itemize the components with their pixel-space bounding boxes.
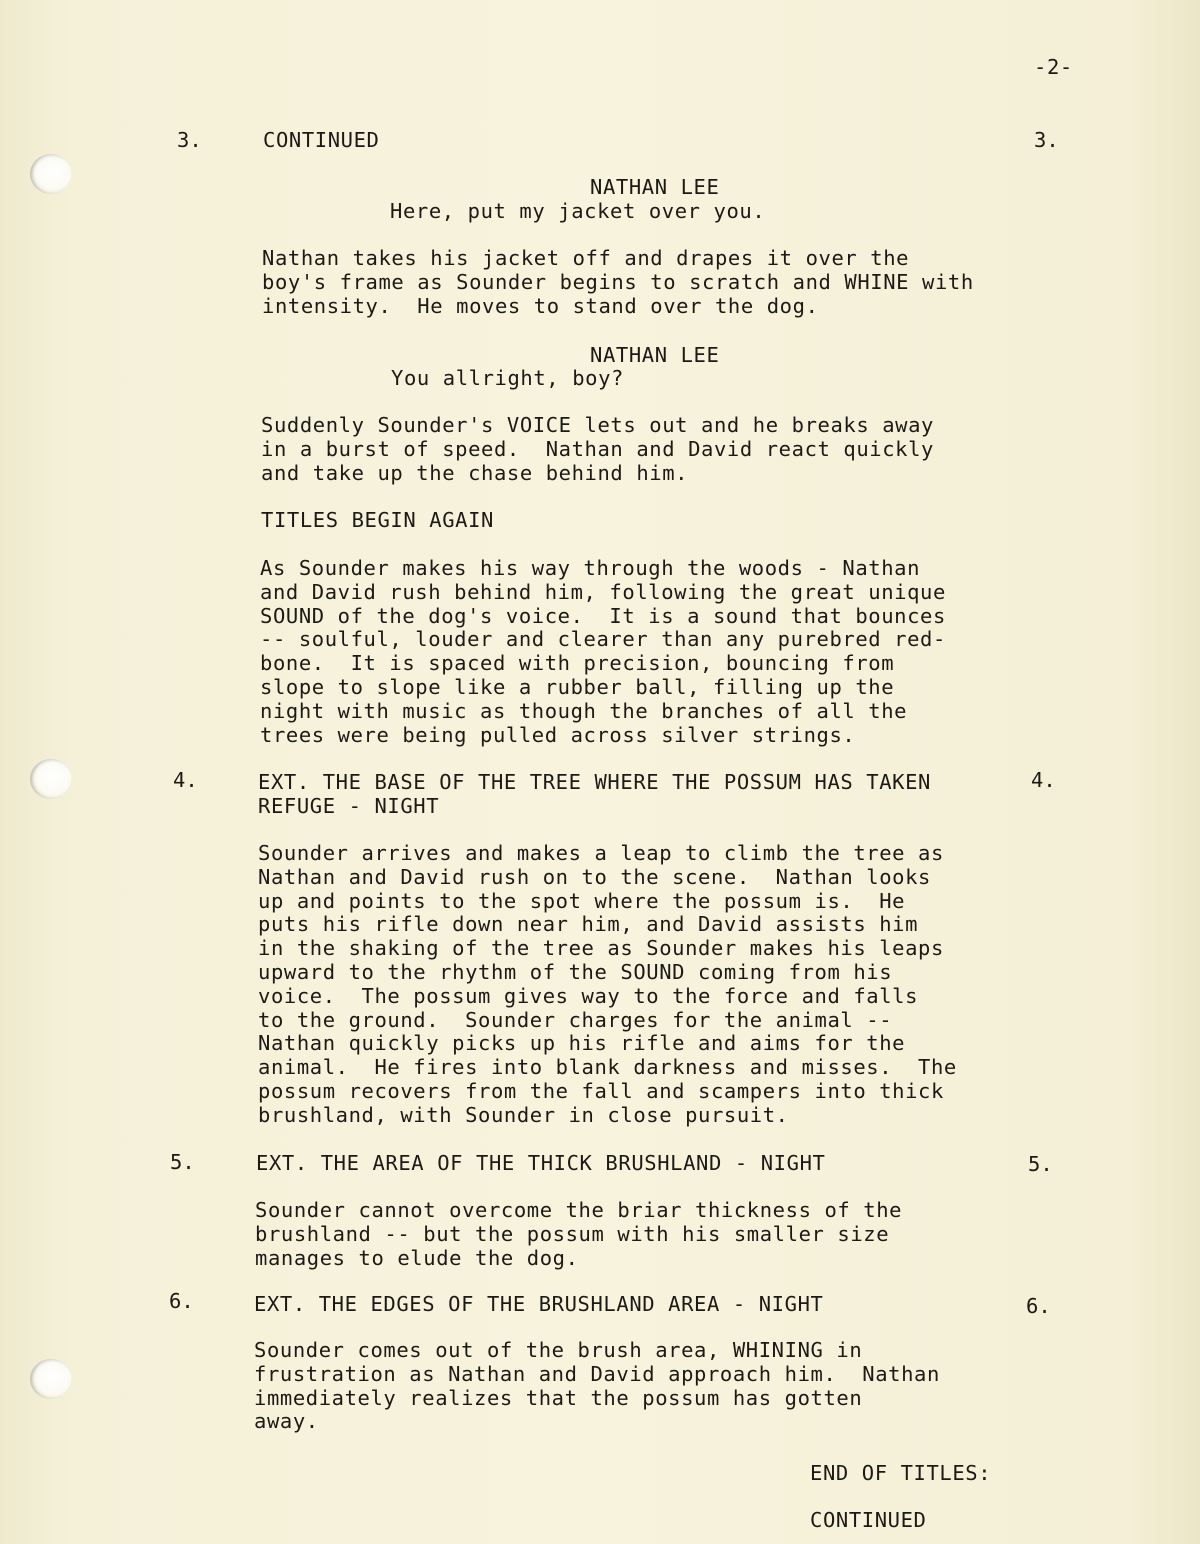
character-cue: NATHAN LEE <box>590 343 720 367</box>
scene-number-right: 6. <box>1026 1294 1051 1318</box>
action-line: Nathan and David rush on to the scene. Nathan looks <box>258 864 931 889</box>
action-line: puts his rifle down near him, and David assists him <box>258 912 919 937</box>
scene-number-right: 5. <box>1028 1152 1053 1176</box>
action-line: away. <box>254 1409 319 1434</box>
action-line: brushland, with Sounder in close pursuit. <box>258 1102 789 1127</box>
character-cue: NATHAN LEE <box>590 175 720 199</box>
scene-heading-line: REFUGE - NIGHT <box>258 793 440 818</box>
action-line: and David rush behind him, following the great unique <box>260 579 946 604</box>
action-line: in a burst of speed. Nathan and David react quickly <box>261 436 934 461</box>
action-line: boy's frame as Sounder begins to scratch and WHINE with <box>262 269 974 294</box>
punch-hole-bottom <box>30 1359 72 1399</box>
action-line: brushland -- but the possum with his smaller size <box>255 1221 890 1246</box>
dialogue: You allright, boy? <box>391 366 624 390</box>
action-line: up and points to the spot where the possum is. He <box>258 888 906 913</box>
action-block <box>260 557 946 747</box>
action-line: Sounder comes out of the brush area, WHINING in <box>254 1338 863 1362</box>
scene-number-left: 6. <box>169 1289 194 1313</box>
scene-number-right: 4. <box>1031 768 1056 792</box>
action-line: bone. It is spaced with precision, bouncing from <box>260 651 895 676</box>
action-line: SOUND of the dog's voice. It is a sound that bounces <box>260 603 946 628</box>
action-line: intensity. He moves to stand over the dog. <box>262 293 819 318</box>
action-line: immediately realizes that the possum has gotten <box>254 1385 863 1410</box>
action-line: Suddenly Sounder's VOICE lets out and he breaks away <box>261 413 934 437</box>
scene-number-left: 4. <box>173 768 198 792</box>
action-line: As Sounder makes his way through the woods - Nathan <box>260 556 921 580</box>
action-line: animal. He fires into blank darkness and misses. The <box>258 1055 957 1080</box>
action-block <box>261 414 934 485</box>
action-line: manages to elude the dog. <box>255 1245 579 1270</box>
end-of-titles: END OF TITLES: <box>810 1461 992 1485</box>
titles-note: TITLES BEGIN AGAIN <box>261 508 494 532</box>
action-line: Sounder cannot overcome the briar thickness of the <box>255 1198 903 1222</box>
action-line: Nathan quickly picks up his rifle and aims for the <box>258 1031 906 1056</box>
action-line: to the ground. Sounder charges for the animal -- <box>258 1007 893 1032</box>
action-line: Sounder arrives and makes a leap to climb the tree as <box>258 841 944 865</box>
scene-heading: EXT. THE EDGES OF THE BRUSHLAND AREA - NIGHT <box>254 1292 824 1316</box>
action-line: -- soulful, louder and clearer than any purebred red- <box>260 627 946 652</box>
action-line: voice. The possum gives way to the force and falls <box>258 983 919 1008</box>
scene-heading: CONTINUED <box>263 128 380 152</box>
punch-hole-middle <box>30 759 72 799</box>
continued-footer: CONTINUED <box>810 1508 927 1532</box>
scene-heading-line: EXT. THE BASE OF THE TREE WHERE THE POSSUM HAS TAKEN <box>258 770 931 794</box>
punch-hole-top <box>30 154 72 194</box>
action-line: Nathan takes his jacket off and drapes it over the <box>262 246 910 270</box>
action-line: slope to slope like a rubber ball, filling up the <box>260 674 895 699</box>
action-block <box>262 247 974 318</box>
action-line: upward to the rhythm of the SOUND coming from his <box>258 959 893 984</box>
action-line: night with music as though the branches of all the <box>260 698 908 723</box>
action-block <box>258 842 957 1128</box>
action-line: possum recovers from the fall and scampers into thick <box>258 1078 944 1103</box>
action-line: trees were being pulled across silver strings. <box>260 722 856 747</box>
action-block <box>254 1339 940 1434</box>
action-block <box>255 1199 902 1270</box>
scene-number-left: 3. <box>177 128 202 152</box>
page-number: -2- <box>1034 55 1073 79</box>
scene-heading: EXT. THE AREA OF THE THICK BRUSHLAND - NIGHT <box>256 1151 826 1175</box>
action-line: frustration as Nathan and David approach him. Nathan <box>254 1361 940 1386</box>
dialogue: Here, put my jacket over you. <box>390 199 766 223</box>
scene-number-right: 3. <box>1034 128 1059 152</box>
scene-heading <box>258 771 931 819</box>
action-line: and take up the chase behind him. <box>261 460 689 485</box>
action-line: in the shaking of the tree as Sounder makes his leaps <box>258 936 944 961</box>
scene-number-left: 5. <box>170 1150 195 1174</box>
